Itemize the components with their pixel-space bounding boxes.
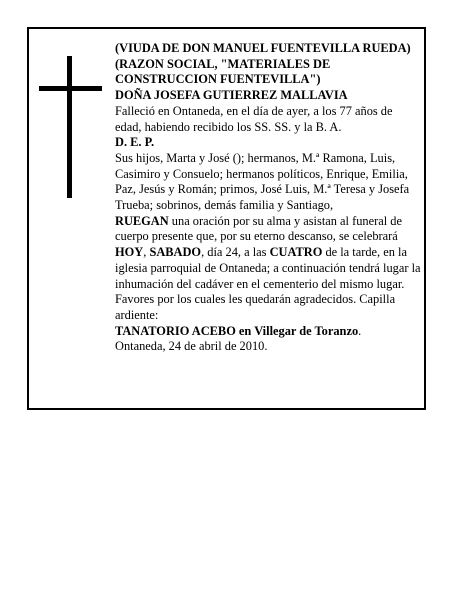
funeral-request: RUEGAN una oración por su alma y asistan al funeral de cuerpo presente que, por su eterno descanso, se celebrará HOY, SABADO, día 24, a las CUATRO de la tarde, en la iglesia parroquial de Ontaneda; a continuación tendrá lugar la inhumación del cadáver en el cementerio del mismo lugar. Favores por los cuales les quedarán agradecidos. Capilla ardiente: [115, 213, 421, 322]
header-relationship: (VIUDA DE DON MANUEL FUENTEVILLA RUEDA) (RAZON SOCIAL, "MATERIALES DE CONSTRUCCION FUENTEVILLA") [115, 41, 411, 87]
four-bold: CUATRO [269, 245, 323, 260]
cross-icon [67, 56, 72, 198]
funeral-home: TANATORIO ACEBO en Villegar de Toranzo. [115, 323, 362, 338]
today-bold: HOY [115, 245, 144, 260]
cross-icon-crossbar [39, 86, 102, 91]
obituary-notice [27, 27, 426, 410]
dep-line: D. E. P. [115, 135, 155, 150]
deceased-name: DOÑA JOSEFA GUTIERREZ MALLAVIA [115, 88, 348, 103]
place-date: Ontaneda, 24 de abril de 2010. [115, 339, 268, 354]
saturday-bold: SABADO [149, 245, 202, 260]
death-notice: Falleció en Ontaneda, en el día de ayer, a los 77 años de edad, habiendo recibido los SS. SS. y la B. A. [115, 103, 393, 134]
obituary-text [115, 41, 422, 355]
request-bold: RUEGAN [115, 213, 169, 228]
family-list: Sus hijos, Marta y José (); hermanos, M.ª Ramona, Luis, Casimiro y Consuelo; hermanos políticos, Enrique, Emilia, Paz, Jesús y Román; primos, José Luis, M.ª Teresa y Josefa Trueba; sobrinos, demás familia y Santiago, [115, 150, 410, 213]
